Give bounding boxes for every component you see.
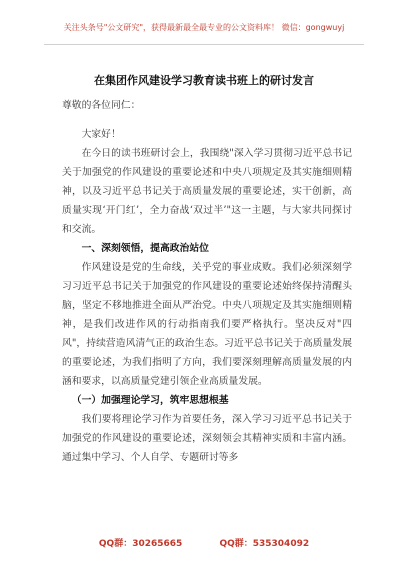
- header-divider: [44, 44, 364, 45]
- greeting: 大家好！: [81, 129, 121, 140]
- footer: [0, 536, 408, 549]
- section-1-heading: 一、深刻领悟，提高政治站位: [81, 243, 209, 254]
- subsection-1-heading: （一）加强理论学习，筑牢思想根基: [71, 395, 229, 406]
- footer-qq-group-1: QQ群：30265665: [98, 539, 183, 549]
- document-title: 在集团作风建设学习教育读书班上的研讨发言: [94, 74, 314, 87]
- document-body: [62, 96, 352, 467]
- footer-qq-group-2: QQ群：535304092: [219, 539, 310, 549]
- subsection-1-paragraph: 我们要将理论学习作为首要任务，深入学习习近平总书记关于加强党的作风建设的重要论述，深刻领会其精神实质和丰富内涵。通过集中学习、个人自学、专题研讨等多: [62, 414, 352, 463]
- salutation: 尊敬的各位同仁：: [62, 100, 141, 111]
- section-1-paragraph: 作风建设是党的生命线，关乎党的事业成败。我们必须深刻学习习近平总书记关于加强党的作风建设的重要论述始终保持清醒头脑，坚定不移地推进全面从严治党。中央八项规定及其实施细则精神，是我们改进作风的行动指南我们要严格执行。坚决反对"四风"，持续营造风清气正的政治生态。习近平总书记关于高质量发展的重要论述，为我们指明了方向，我们要深刻理解高质量发展的内涵和要求，以高质量党建引领企业高质量发展。: [62, 262, 352, 387]
- header-banner: 关注头条号"公文研究"，获得最新最全最专业的公文资料库！ 微信：gongwuyj: [63, 23, 345, 32]
- intro-paragraph: 在今日的读书班研讨会上，我围绕"深入学习贯彻习近平总书记关于加强党的作风建设的重要论述和中央八项规定及其实施细则精神，以及习近平总书记关于高质量发展的重要论述，实干创新，高质量实现‘开门红’，全力奋战‘双过半’"这一主题，与大家共同探讨和交流。: [62, 148, 352, 235]
